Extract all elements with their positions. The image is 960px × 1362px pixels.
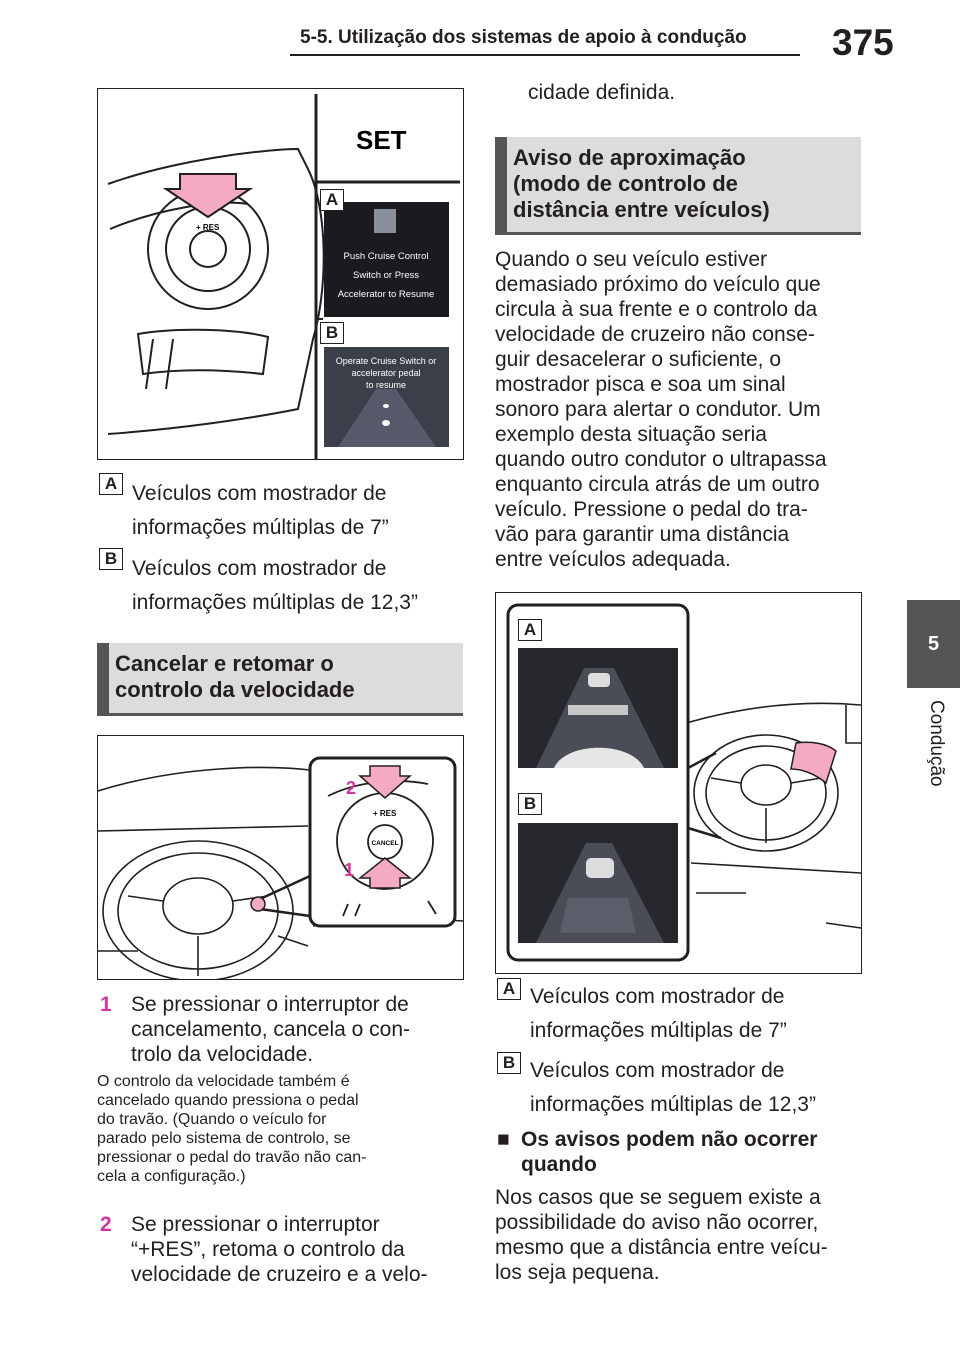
square-bullet-icon: ■ <box>497 1128 510 1151</box>
svg-text:Push Cruise Control: Push Cruise Control <box>343 251 429 262</box>
header-rule <box>290 54 800 56</box>
callout-1: 1 <box>344 860 355 880</box>
svg-text:Operate Cruise Switch or: Operate Cruise Switch or <box>335 356 437 366</box>
legend-tag-a: A <box>99 473 123 495</box>
callout-2: 2 <box>346 778 357 798</box>
warning-paragraph: Quando o seu veículo estiver demasiado próximo do veículo que circula à sua frente e o controlo da velocidade de cruzeiro não conse- guir desacelerar o suficiente, o mostrador pisca e soa um sinal sonoro para alertar o condutor. Um exemplo desta situação seria quando outro condutor o ultrapassa enquanto circula atrás de um outro veículo. Pressione o pedal do tra- vão para garantir uma distância entre veículos adequada. <box>495 248 827 571</box>
legend2-tag-b: B <box>497 1052 521 1074</box>
figure-tag-b: B <box>320 322 344 344</box>
figure-approach-warning <box>495 592 862 974</box>
step-2-continuation: cidade definida. <box>528 81 676 104</box>
legend-text-a: Veículos com mostrador de informações múltiplas de 7” <box>132 482 389 539</box>
page-number: 375 <box>832 22 894 63</box>
subsection-heading: ■ Os avisos podem não ocorrer quando <box>497 1128 818 1176</box>
dashboard-illustration <box>98 736 463 979</box>
set-label: SET <box>356 125 407 155</box>
press-arrow <box>166 174 250 217</box>
svg-text:to resume: to resume <box>365 380 407 390</box>
section-heading-cancel: Cancelar e retomar o controlo da velocidade <box>97 643 463 716</box>
legend-text-b: Veículos com mostrador de informações múltiplas de 12,3” <box>132 557 418 614</box>
dashboard-warning-illustration <box>496 593 861 973</box>
legend-tag-b: B <box>99 548 123 570</box>
svg-text:Accelerator to Resume: Accelerator to Resume <box>337 289 435 300</box>
chapter-tab[interactable]: 5 <box>907 600 960 688</box>
figure3-tag-b: B <box>518 793 542 815</box>
svg-text:+ RES: + RES <box>373 809 397 818</box>
section-title: 5-5. Utilização dos sistemas de apoio à condução <box>300 27 747 48</box>
step-2: 2 Se pressionar o interruptor “+RES”, retoma o controlo da velocidade de cruzeiro e a velo- <box>100 1213 428 1286</box>
step-1: 1 Se pressionar o interruptor de cancelamento, cancela o con- trolo da velocidade. <box>100 993 410 1066</box>
note-cancel: O controlo da velocidade também é cancelado quando pressiona o pedal do travão. (Quando o veículo for parado pelo sistema de controlo, se pressionar o pedal do travão não can- cela a configuração.) <box>97 1073 367 1185</box>
section-heading-warning: Aviso de aproximação (modo de controlo de distância entre veículos) <box>495 137 861 235</box>
final-paragraph: Nos casos que se seguem existe a possibilidade do aviso não ocorrer, mesmo que a distância entre veícu- los seja pequena. <box>495 1186 828 1284</box>
svg-text:accelerator pedal: accelerator pedal <box>351 368 421 378</box>
svg-text:CANCEL: CANCEL <box>371 840 399 847</box>
legend2-tag-a: A <box>497 978 521 1000</box>
figure3-tag-a: A <box>518 619 542 641</box>
figure-cancel-res-switch <box>97 735 464 980</box>
steering-wheel-illustration <box>98 89 463 459</box>
svg-text:+ RES: + RES <box>196 223 220 232</box>
legend2-text-b: Veículos com mostrador de informações múltiplas de 12,3” <box>530 1059 816 1116</box>
svg-text:Switch or Press: Switch or Press <box>353 270 419 281</box>
figure-steering-switch-set <box>97 88 464 460</box>
chapter-label: Condução <box>926 700 948 787</box>
figure-tag-a: A <box>320 189 344 211</box>
legend2-text-a: Veículos com mostrador de informações múltiplas de 7” <box>530 985 787 1042</box>
